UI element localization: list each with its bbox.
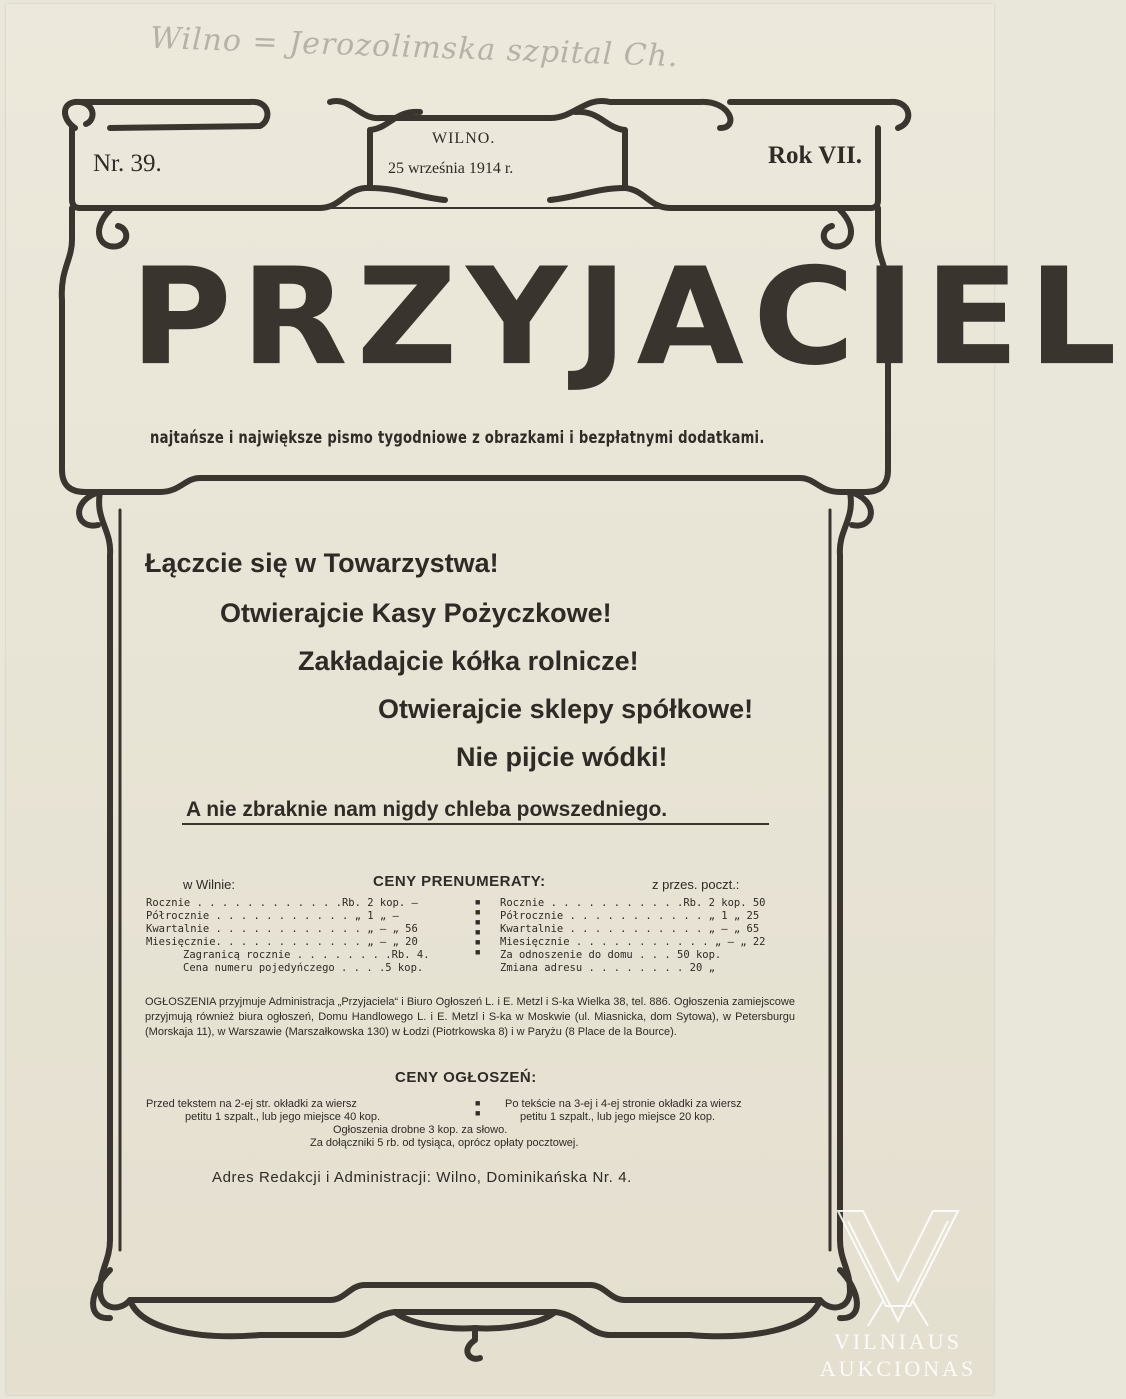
subscription-title: CENY PRENUMERATY: [373,873,546,890]
slogan-4: Otwierajcie sklepy spółkowe! [378,694,754,724]
slogan-3: Zakładajcie kółka rolnicze! [298,646,639,676]
issue-number: Nr. 39. [93,150,162,177]
ads-paragraph: OGŁOSZENIA przyjmuje Administracja „Przyjaciela“ i Biuro Ogłoszeń L. i E. Metzl i S-ka Wielka 38, tel. 886. Ogłoszenia zamiejscowe przyjmują również biura ogłoszeń, Domu Handlowego L. i E. Metzl i S-ka w Moskwie (ul. Miasnicka, dom Sytowa), w Petersburgu (Morskaja 11), w Warszawie (Marszałkowska 130) w Łodzi (Piotrkowska 8) i w Paryżu (8 Place de la Bource). [145,996,795,1038]
price-row: Miesięcznie . . . . . . . . . . . „ — „ 22 [500,936,766,948]
price-row: Kwartalnie . . . . . . . . . . . . „ — „ 56 [146,923,418,935]
logo-line-2: AUKCIONAS [819,1356,977,1381]
subscription-right-head: z przes. poczt.: [652,877,740,892]
year-volume: Rok VII. [768,142,863,169]
price-row: Półrocznie . . . . . . . . . . . „ 1 „ 25 [500,910,760,922]
price-row: Cena numeru pojedyńczego . . . .5 kop. [183,962,424,974]
masthead-title: PRZYJACIEL [130,240,1126,396]
bread-underline [182,823,769,825]
slogan-5: Nie pijcie wódki! [456,742,668,772]
subscription-left-head: w Wilnie: [183,877,236,892]
ad-price-note: Za dołączniki 5 rb. od tysiąca, oprócz opłaty pocztowej. [310,1137,579,1149]
ad-price-left: petitu 1 szpalt., lub jego miejsce 40 kop. [185,1111,381,1123]
row-separator: ■ ■ ■ ■ ■ ■ [475,897,481,957]
price-row: Kwartalnie . . . . . . . . . . . „ — „ 65 [500,923,760,935]
price-row: Rocznie . . . . . . . . . . .Rb. 2 kop. 50 [500,897,766,909]
price-row: Miesięcznie. . . . . . . . . . . . „ — „ 20 [146,936,418,948]
logo-line-1: VILNIAUS [834,1329,962,1354]
masthead-tagline: najtańsze i największe pismo tygodniowe z obrazkami i bezpłatnymi dodatkami. [150,428,765,448]
handwritten-text: Wilno = Jerozolimska szpital Ch. [149,20,680,75]
city-label: WILNO. [432,130,496,147]
price-row: Półrocznie . . . . . . . . . . . „ 1 „ — [146,910,399,922]
price-row: Za odnoszenie do domu . . . 50 kop. [500,949,722,961]
ad-prices-title: CENY OGŁOSZEŃ: [395,1069,537,1086]
price-row: Zagranicą rocznie . . . . . . . .Rb. 4. [183,949,430,961]
row-separator: ■ ■ [475,1098,481,1118]
bread-line-text: A nie zbraknie nam nigdy chleba powszedniego. [186,798,668,821]
editorial-address: Adres Redakcji i Administracji: Wilno, Dominikańska Nr. 4. [212,1169,632,1186]
ad-price-note: Ogłoszenia drobne 3 kop. za słowo. [333,1124,508,1136]
ad-price-right: petitu 1 szpalt., lub jego miejsce 20 kop. [520,1111,716,1123]
ad-price-left: Przed tekstem na 2-ej str. okładki za wiersz [146,1098,357,1110]
auction-logo [808,1196,988,1386]
slogan-1: Łączcie się w Towarzystwa! [145,548,499,578]
ad-price-right: Po tekście na 3-ej i 4-ej stronie okładki za wiersz [505,1098,742,1110]
issue-date: 25 września 1914 r. [388,160,514,177]
price-row: Zmiana adresu . . . . . . . . 20 „ [500,962,715,974]
price-row: Rocznie . . . . . . . . . . . .Rb. 2 kop. — [146,897,418,909]
slogan-2: Otwierajcie Kasy Pożyczkowe! [220,598,612,628]
